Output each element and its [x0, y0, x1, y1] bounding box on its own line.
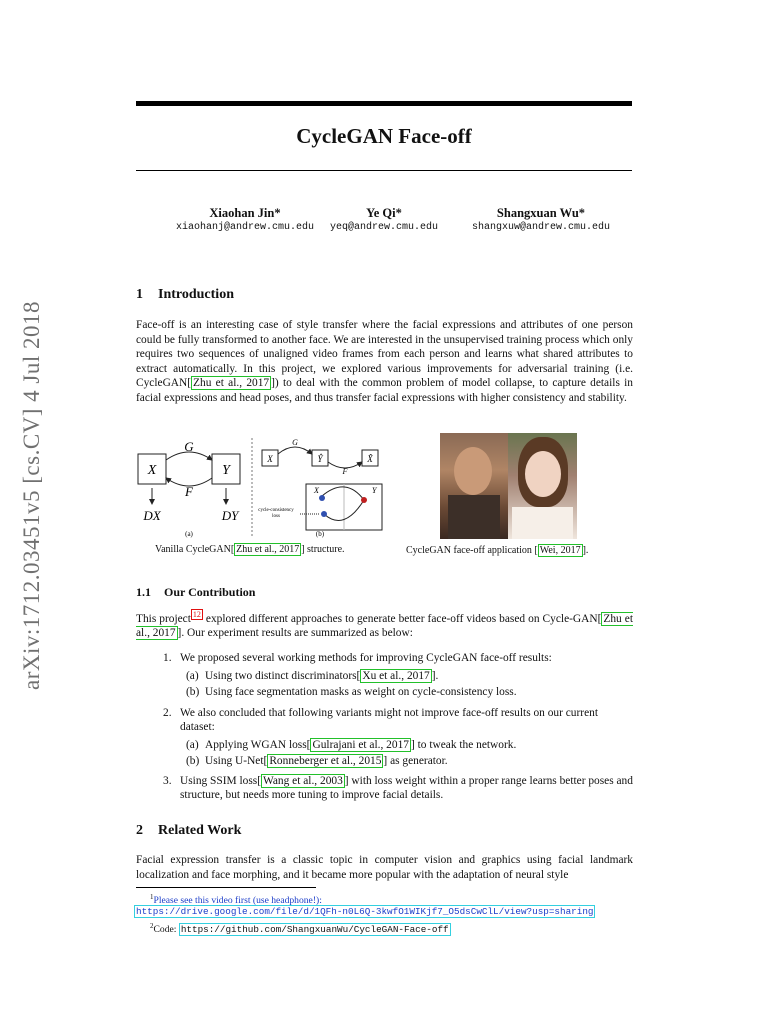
citation-link[interactable]: Zhu et al., 2017: [236, 544, 300, 555]
title-top-rule: [136, 101, 632, 106]
section-title: Introduction: [158, 287, 234, 302]
footnote-1-link: [134, 906, 595, 919]
footnote-2: [150, 920, 451, 937]
shirt-shape: [448, 495, 500, 539]
list-text: Using SSIM loss[: [180, 775, 262, 787]
author-email: xiaohanj@andrew.cmu.edu: [175, 222, 315, 233]
video-link[interactable]: https://drive.google.com/file/d/1QFh-n0L6Q-3kwfO1WIKjf7_O5dsCwClL/view?usp=sharing: [136, 906, 594, 917]
node-y-label: Y: [222, 463, 230, 478]
footnote-mark: 2: [150, 922, 154, 930]
list-number: 2.: [163, 707, 172, 719]
footnote-reference[interactable]: 12: [192, 610, 201, 619]
label-g: G: [292, 438, 298, 447]
section-number: 1.1: [136, 585, 151, 599]
label-dx: DX: [143, 508, 161, 523]
list-item: [186, 754, 633, 768]
title-bottom-rule: [136, 170, 632, 171]
list-item: [186, 738, 633, 752]
list-item: [163, 774, 633, 803]
list-text: Using two distinct discriminators[: [205, 670, 361, 682]
face-photo-right: [508, 433, 577, 539]
domain-x-label: X: [314, 486, 319, 495]
list-number: (b): [186, 686, 200, 698]
author-name: Ye Qi*: [366, 206, 402, 220]
caption-text: Vanilla CycleGAN[: [155, 544, 235, 555]
list-item: [186, 685, 633, 699]
list-text: ] to tweak the network.: [410, 739, 517, 751]
diagram-a: [138, 439, 240, 538]
list-number: 3.: [163, 775, 172, 787]
panel-label-b: (b): [315, 530, 325, 538]
list-text: We proposed several working methods for improving CycleGAN face-off results:: [180, 652, 552, 664]
label-f: F: [342, 467, 348, 476]
author-email: yeq@andrew.cmu.edu: [329, 222, 439, 233]
list-text: Using U-Net[: [205, 755, 268, 767]
face-photo-left: [440, 433, 508, 539]
arrow-g: [278, 447, 312, 454]
panel-label-a: (a): [185, 530, 193, 538]
footnote-mark: 1: [150, 893, 154, 901]
list-text: ] with loss weight within a proper range learns better poses and structure, but needs more tuning to improve facial details.: [180, 775, 633, 802]
cycle-arc-top: [322, 487, 364, 500]
author-email: shangxuw@andrew.cmu.edu: [471, 222, 611, 233]
loss-label-2: loss: [272, 514, 280, 519]
node-yhat-label: Ŷ: [317, 454, 323, 464]
list-text: Using face segmentation masks as weight on cycle-consistency loss.: [205, 686, 517, 698]
paper-title: CycleGAN Face-off: [296, 124, 472, 148]
contrib-text-2: explored different approaches to generate better face-off videos based on Cycle-GAN[: [202, 612, 602, 625]
cyclegan-structure-figure: [134, 436, 394, 540]
citation-link[interactable]: Gulrajani et al., 2017: [312, 739, 409, 751]
citation-link[interactable]: Xu et al., 2017: [362, 670, 430, 682]
author-name: Xiaohan Jin*: [209, 206, 281, 220]
footnote-text: Code:: [153, 924, 179, 936]
list-number: 1.: [163, 652, 172, 664]
node-x-label: X: [147, 463, 157, 478]
point-x: [319, 495, 325, 501]
loss-label-1: cycle-consistency: [258, 508, 294, 513]
caption-text: ] structure.: [301, 544, 345, 555]
contribution-paragraph: [136, 611, 633, 641]
footnote-text: Please see this video first (use headphone!):: [153, 895, 322, 907]
citation-link[interactable]: Wang et al., 2003: [263, 775, 343, 787]
list-item: [163, 651, 633, 665]
section-heading-related-work: [136, 823, 241, 839]
list-text: Applying WGAN loss[: [205, 739, 311, 751]
label-g: G: [184, 439, 194, 454]
citation-link[interactable]: Wei, 2017: [539, 545, 581, 556]
shirt-shape: [512, 507, 573, 539]
author-3: [446, 205, 636, 235]
point-y: [361, 497, 367, 503]
citation-link[interactable]: Ronneberger et al., 2015: [269, 755, 382, 767]
citation-link[interactable]: Zhu et al., 2017: [193, 377, 270, 390]
section-title: Related Work: [158, 823, 242, 838]
label-f: F: [185, 484, 193, 499]
section-title: Our Contribution: [164, 585, 256, 599]
author-name: Shangxuan Wu*: [496, 206, 586, 220]
diagram-b: [258, 438, 382, 538]
caption-text: CycleGAN face-off application [: [406, 545, 538, 556]
label-dy: DY: [221, 508, 239, 523]
subsection-heading-contribution: [136, 585, 255, 600]
citation-link[interactable]: Zhu et al., 2017: [136, 612, 633, 640]
node-xhat-label: X̂: [367, 454, 373, 464]
list-text: ].: [431, 670, 439, 682]
caption-text: ].: [582, 545, 589, 556]
domain-y-label: Y: [372, 486, 377, 495]
footnote-rule: [136, 887, 316, 888]
figure-caption-left: [155, 544, 345, 555]
intro-text-2: ]) to deal with the common problem of model collapse, to capture details in facial expressions and head poses, and thus transfer facial expressions with higher consistency and stability.: [136, 377, 634, 404]
list-number: (a): [186, 739, 199, 751]
contrib-text-3: ]. Our experiment results are summarized as below:: [177, 627, 413, 640]
section-heading-introduction: [136, 287, 234, 303]
code-link[interactable]: https://github.com/ShangxuanWu/CycleGAN-Face-off: [180, 924, 449, 936]
point-xhat: [321, 511, 327, 517]
intro-text-1: Face-off is an interesting case of style transfer where the facial expressions and attributes of one person could be fully transformed to another face. We are interested in the unsupervised training process which only requires two sequences of unaligned video frames from each person and learns what shared attributes to extract automatically. In this project, we explored various improvements for adversarial training (i.e. CycleGAN[: [136, 319, 633, 390]
list-number: (a): [186, 670, 199, 682]
related-work-paragraph: Facial expression transfer is a classic topic in computer vision and graphics using facial landmark localization and face morphing, and it became more popular with the adaptation of neural style: [136, 854, 633, 881]
face-shape: [454, 447, 492, 495]
list-number: (b): [186, 755, 200, 767]
figure-caption-right: [406, 545, 588, 556]
intro-paragraph: [136, 318, 633, 406]
contrib-text-1: This project: [136, 612, 191, 625]
node-x-label: X: [267, 454, 273, 464]
list-item: [163, 706, 633, 735]
list-text: ] as generator.: [383, 755, 448, 767]
list-item: [186, 669, 633, 683]
section-number: 2: [136, 823, 143, 838]
list-text: We also concluded that following variants might not improve face-off results on our current dataset:: [180, 707, 598, 734]
section-number: 1: [136, 287, 143, 302]
arxiv-stamp: arXiv:1712.03451v5 [cs.CV] 4 Jul 2018: [19, 300, 44, 690]
face-shape: [525, 451, 561, 497]
